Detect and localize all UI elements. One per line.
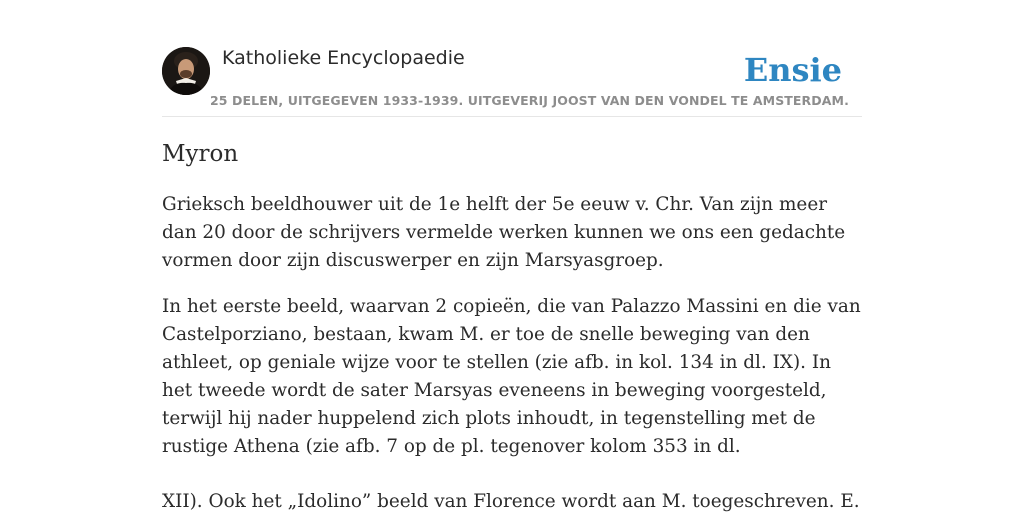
source-subtitle: 25 DELEN, UITGEGEVEN 1933-1939. UITGEVERIJ JOOST VAN DEN VONDEL TE AMSTERDAM. [210,93,849,108]
ensie-logo[interactable]: Ensie [743,51,842,89]
article [162,137,864,512]
source-title[interactable]: Katholieke Encyclopaedie [222,47,465,69]
article-paragraph: XII). Ook het „Idolino” beeld van Florence wordt aan M. toegeschreven. E. [162,491,860,512]
article-paragraph: Grieksch beeldhouwer uit de 1e helft der 5e eeuw v. Chr. Van zijn meer dan 20 door de schrijvers vermelde werken kunnen we ons een gedachte vormen door zijn discuswerper en zijn Marsyasgroep. [162,194,846,271]
source-header [162,46,862,117]
article-headword: Myron [162,141,239,167]
article-paragraph: In het eerste beeld, waarvan 2 copieën, die van Palazzo Massini en die van Castelporziano, bestaan, kwam M. er toe de snelle beweging van den athleet, op geniale wijze voor te stellen (zie afb. in kol. 134 in dl. IX). In het tweede wordt de sater Marsyas eveneens in beweging voorgesteld, terwijl hij nader huppelend zich plots inhoudt, in tegenstelling met de rustige Athena (zie afb. 7 op de pl. tegenover kolom 353 in dl. [162,296,861,457]
portrait-avatar-icon[interactable] [162,47,210,95]
